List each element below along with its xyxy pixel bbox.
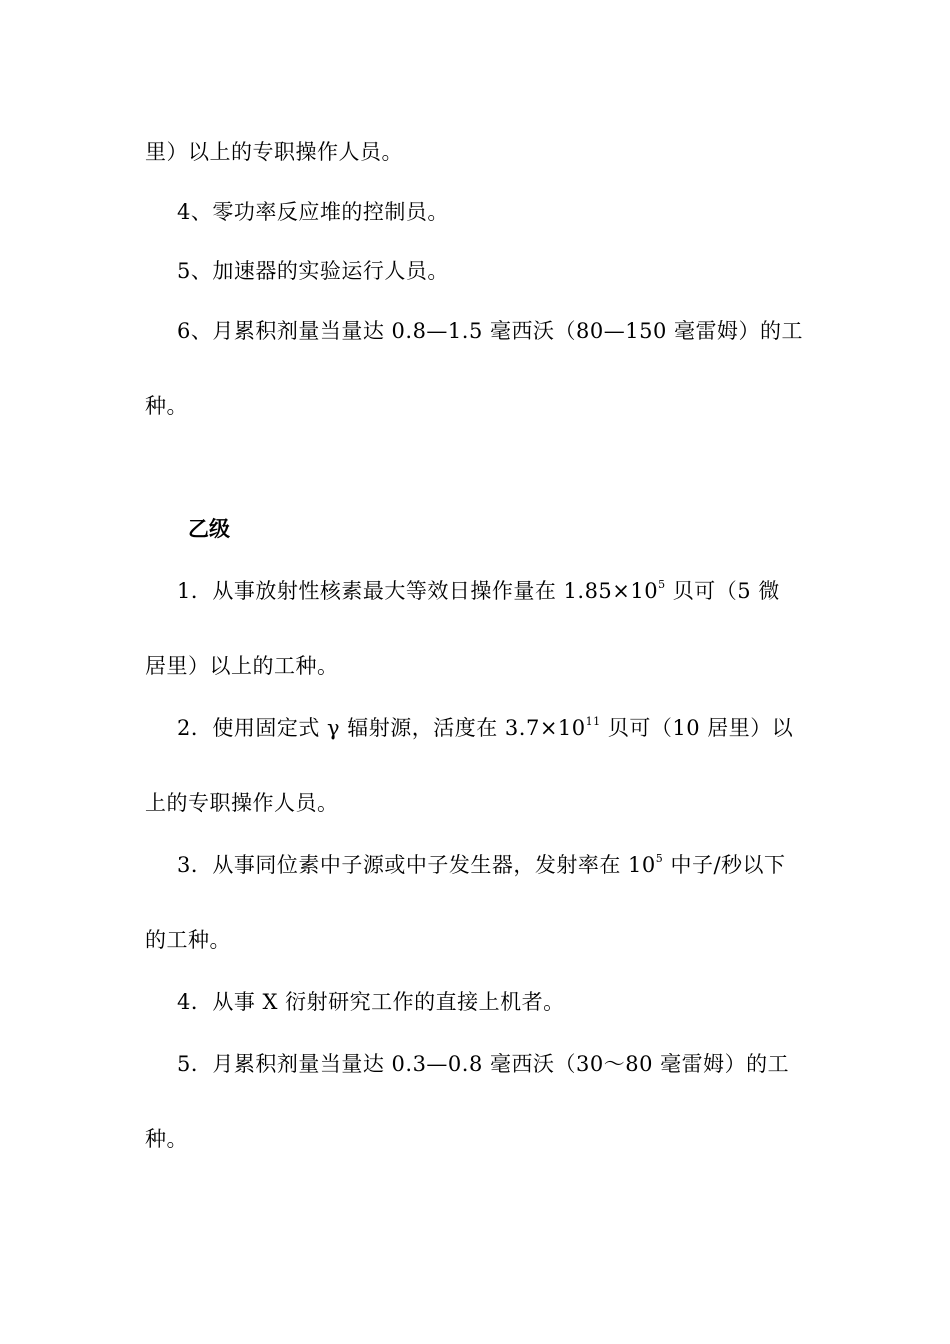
section-b-item-1-line-1 <box>177 577 780 605</box>
section-b-item-4: 4．从事 X 衍射研究工作的直接上机者。 <box>177 990 565 1014</box>
list-item-5: 5、加速器的实验运行人员。 <box>177 259 449 283</box>
item-3-text-suffix: 中子/秒以下 <box>663 853 786 877</box>
section-heading-yi-ji: 乙级 <box>188 517 230 541</box>
item-2-text-prefix: 2．使用固定式 γ 辐射源，活度在 3.7×10 <box>177 716 586 740</box>
item-1-exponent: 5 <box>658 578 666 591</box>
item-1-text-suffix: 贝可（5 微 <box>665 579 780 603</box>
section-b-item-5-line-1: 5．月累积剂量当量达 0.3—0.8 毫西沃（30～80 毫雷姆）的工 <box>177 1052 790 1076</box>
list-item-4: 4、零功率反应堆的控制员。 <box>177 200 449 224</box>
section-b-item-1-line-2: 居里）以上的工种。 <box>145 654 339 678</box>
item-1-text-prefix: 1．从事放射性核素最大等效日操作量在 1.85×10 <box>177 579 659 603</box>
item-2-exponent: 11 <box>585 715 601 728</box>
paragraph-continuation-line: 里）以上的专职操作人员。 <box>145 140 403 164</box>
list-item-6-line-1: 6、月累积剂量当量达 0.8—1.5 毫西沃（80—150 毫雷姆）的工 <box>177 319 803 343</box>
item-3-exponent: 5 <box>655 852 664 865</box>
section-b-item-3-line-1 <box>177 851 786 879</box>
section-b-item-2-line-1 <box>177 714 793 742</box>
section-b-item-2-line-2: 上的专职操作人员。 <box>145 791 339 815</box>
section-b-item-3-line-2: 的工种。 <box>145 928 231 952</box>
list-item-6-line-2: 种。 <box>145 394 188 418</box>
section-b-item-5-line-2: 种。 <box>145 1127 188 1151</box>
item-3-text-prefix: 3．从事同位素中子源或中子发生器，发射率在 10 <box>177 853 656 877</box>
item-2-text-suffix: 贝可（10 居里）以 <box>600 716 794 740</box>
